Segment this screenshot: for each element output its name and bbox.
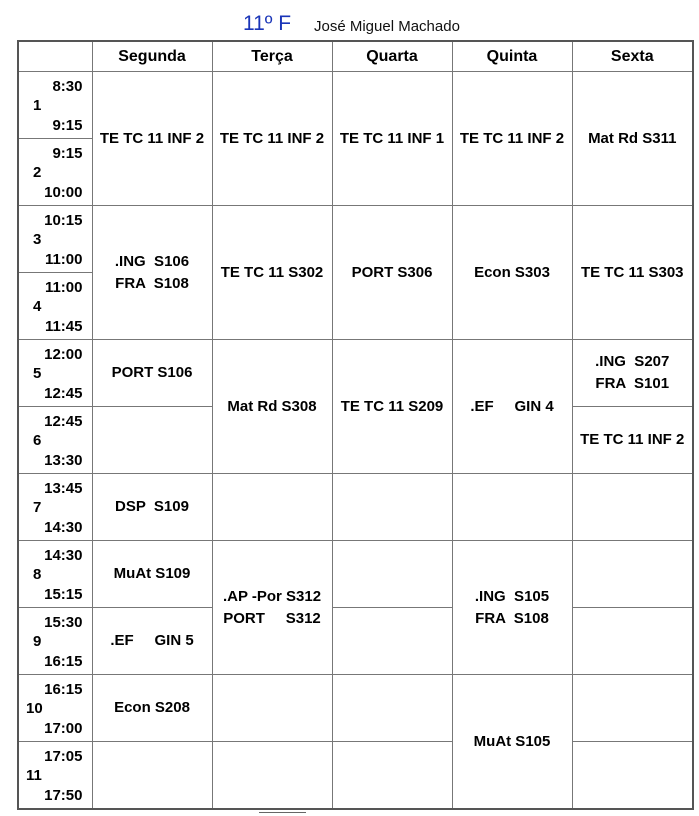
end-time: 17:50	[44, 787, 83, 804]
class-cell: PORT S106	[92, 340, 212, 407]
empty-cell	[212, 675, 332, 742]
period-number: 1	[33, 97, 42, 114]
start-time: 9:15	[52, 145, 83, 162]
time-slot-6	[18, 407, 92, 474]
class-cell: .ING S105 FRA S108	[452, 541, 572, 675]
start-time: 15:30	[44, 614, 83, 631]
time-slot-5	[18, 340, 92, 407]
period-row-8	[18, 541, 693, 608]
time-slot-10	[18, 675, 92, 742]
class-cell: Mat Rd S311	[572, 72, 693, 206]
class-cell: .ING S207 FRA S101	[572, 340, 693, 407]
class-cell: Econ S208	[92, 675, 212, 742]
period-number: 7	[33, 499, 42, 516]
period-number: 9	[33, 633, 42, 650]
time-slot-9	[18, 608, 92, 675]
class-cell: .ING S106 FRA S108	[92, 206, 212, 340]
start-time: 12:00	[44, 346, 83, 363]
start-time: 12:45	[44, 413, 83, 430]
start-time: 16:15	[44, 681, 83, 698]
end-time: 9:15	[52, 117, 83, 134]
class-cell: TE TC 11 S209	[332, 340, 452, 474]
time-slot-8	[18, 541, 92, 608]
start-time: 8:30	[52, 78, 83, 95]
period-number: 4	[33, 298, 42, 315]
end-time: 12:45	[44, 385, 83, 402]
corner-cell	[18, 41, 92, 72]
end-time: 15:15	[44, 586, 83, 603]
start-time: 10:15	[44, 212, 83, 229]
page-divider	[259, 812, 306, 816]
period-number: 6	[33, 432, 42, 449]
empty-cell	[572, 742, 693, 810]
class-cell: TE TC 11 INF 2	[92, 72, 212, 206]
class-cell: TE TC 11 S302	[212, 206, 332, 340]
period-row-5	[18, 340, 693, 407]
period-row-11	[18, 742, 693, 810]
time-slot-4	[18, 273, 92, 340]
start-time: 14:30	[44, 547, 83, 564]
time-slot-3	[18, 206, 92, 273]
end-time: 11:00	[44, 251, 83, 268]
period-row-9	[18, 608, 693, 675]
period-row-3	[18, 206, 693, 273]
class-cell: .AP -Por S312 PORT S312	[212, 541, 332, 675]
empty-cell	[572, 541, 693, 608]
class-cell: .EF GIN 5	[92, 608, 212, 675]
empty-cell	[332, 742, 452, 810]
empty-cell	[332, 541, 452, 608]
time-slot-2	[18, 139, 92, 206]
end-time: 16:15	[44, 653, 83, 670]
time-slot-1	[18, 72, 92, 139]
period-row-1	[18, 72, 693, 139]
empty-cell	[572, 474, 693, 541]
end-time: 10:00	[44, 184, 83, 201]
period-number: 11	[26, 767, 42, 784]
empty-cell	[452, 474, 572, 541]
class-cell: PORT S306	[332, 206, 452, 340]
empty-cell	[332, 608, 452, 675]
class-cell: TE TC 11 S303	[572, 206, 693, 340]
start-time: 17:05	[44, 748, 83, 765]
period-row-7	[18, 474, 693, 541]
empty-cell	[212, 742, 332, 810]
class-cell: TE TC 11 INF 1	[332, 72, 452, 206]
empty-cell	[572, 608, 693, 675]
day-header-segunda: Segunda	[92, 41, 212, 72]
day-header-sexta: Sexta	[572, 41, 693, 72]
schedule-table	[17, 40, 694, 810]
class-cell: Econ S303	[452, 206, 572, 340]
period-number: 8	[33, 566, 42, 583]
day-header-terca: Terça	[212, 41, 332, 72]
start-time: 11:00	[44, 279, 83, 296]
class-cell: TE TC 11 INF 2	[452, 72, 572, 206]
class-cell: MuAt S105	[452, 675, 572, 810]
class-cell: .EF GIN 4	[452, 340, 572, 474]
class-cell: TE TC 11 INF 2	[572, 407, 693, 474]
class-cell: Mat Rd S308	[212, 340, 332, 474]
day-header-quinta: Quinta	[452, 41, 572, 72]
period-number: 10	[26, 700, 43, 717]
class-cell: DSP S109	[92, 474, 212, 541]
teacher-name: José Miguel Machado	[314, 18, 460, 35]
day-header-quarta: Quarta	[332, 41, 452, 72]
empty-cell	[92, 407, 212, 474]
period-row-10	[18, 675, 693, 742]
empty-cell	[332, 675, 452, 742]
end-time: 13:30	[44, 452, 83, 469]
header-row	[18, 41, 693, 72]
end-time: 11:45	[44, 318, 83, 335]
class-cell: MuAt S109	[92, 541, 212, 608]
empty-cell	[332, 474, 452, 541]
end-time: 14:30	[44, 519, 83, 536]
empty-cell	[212, 474, 332, 541]
period-number: 2	[33, 164, 42, 181]
start-time: 13:45	[44, 480, 83, 497]
period-number: 5	[33, 365, 42, 382]
empty-cell	[92, 742, 212, 810]
class-title: 11º F	[243, 12, 292, 35]
time-slot-11	[18, 742, 92, 810]
empty-cell	[572, 675, 693, 742]
time-slot-7	[18, 474, 92, 541]
class-cell: TE TC 11 INF 2	[212, 72, 332, 206]
period-number: 3	[33, 231, 42, 248]
end-time: 17:00	[44, 720, 83, 737]
